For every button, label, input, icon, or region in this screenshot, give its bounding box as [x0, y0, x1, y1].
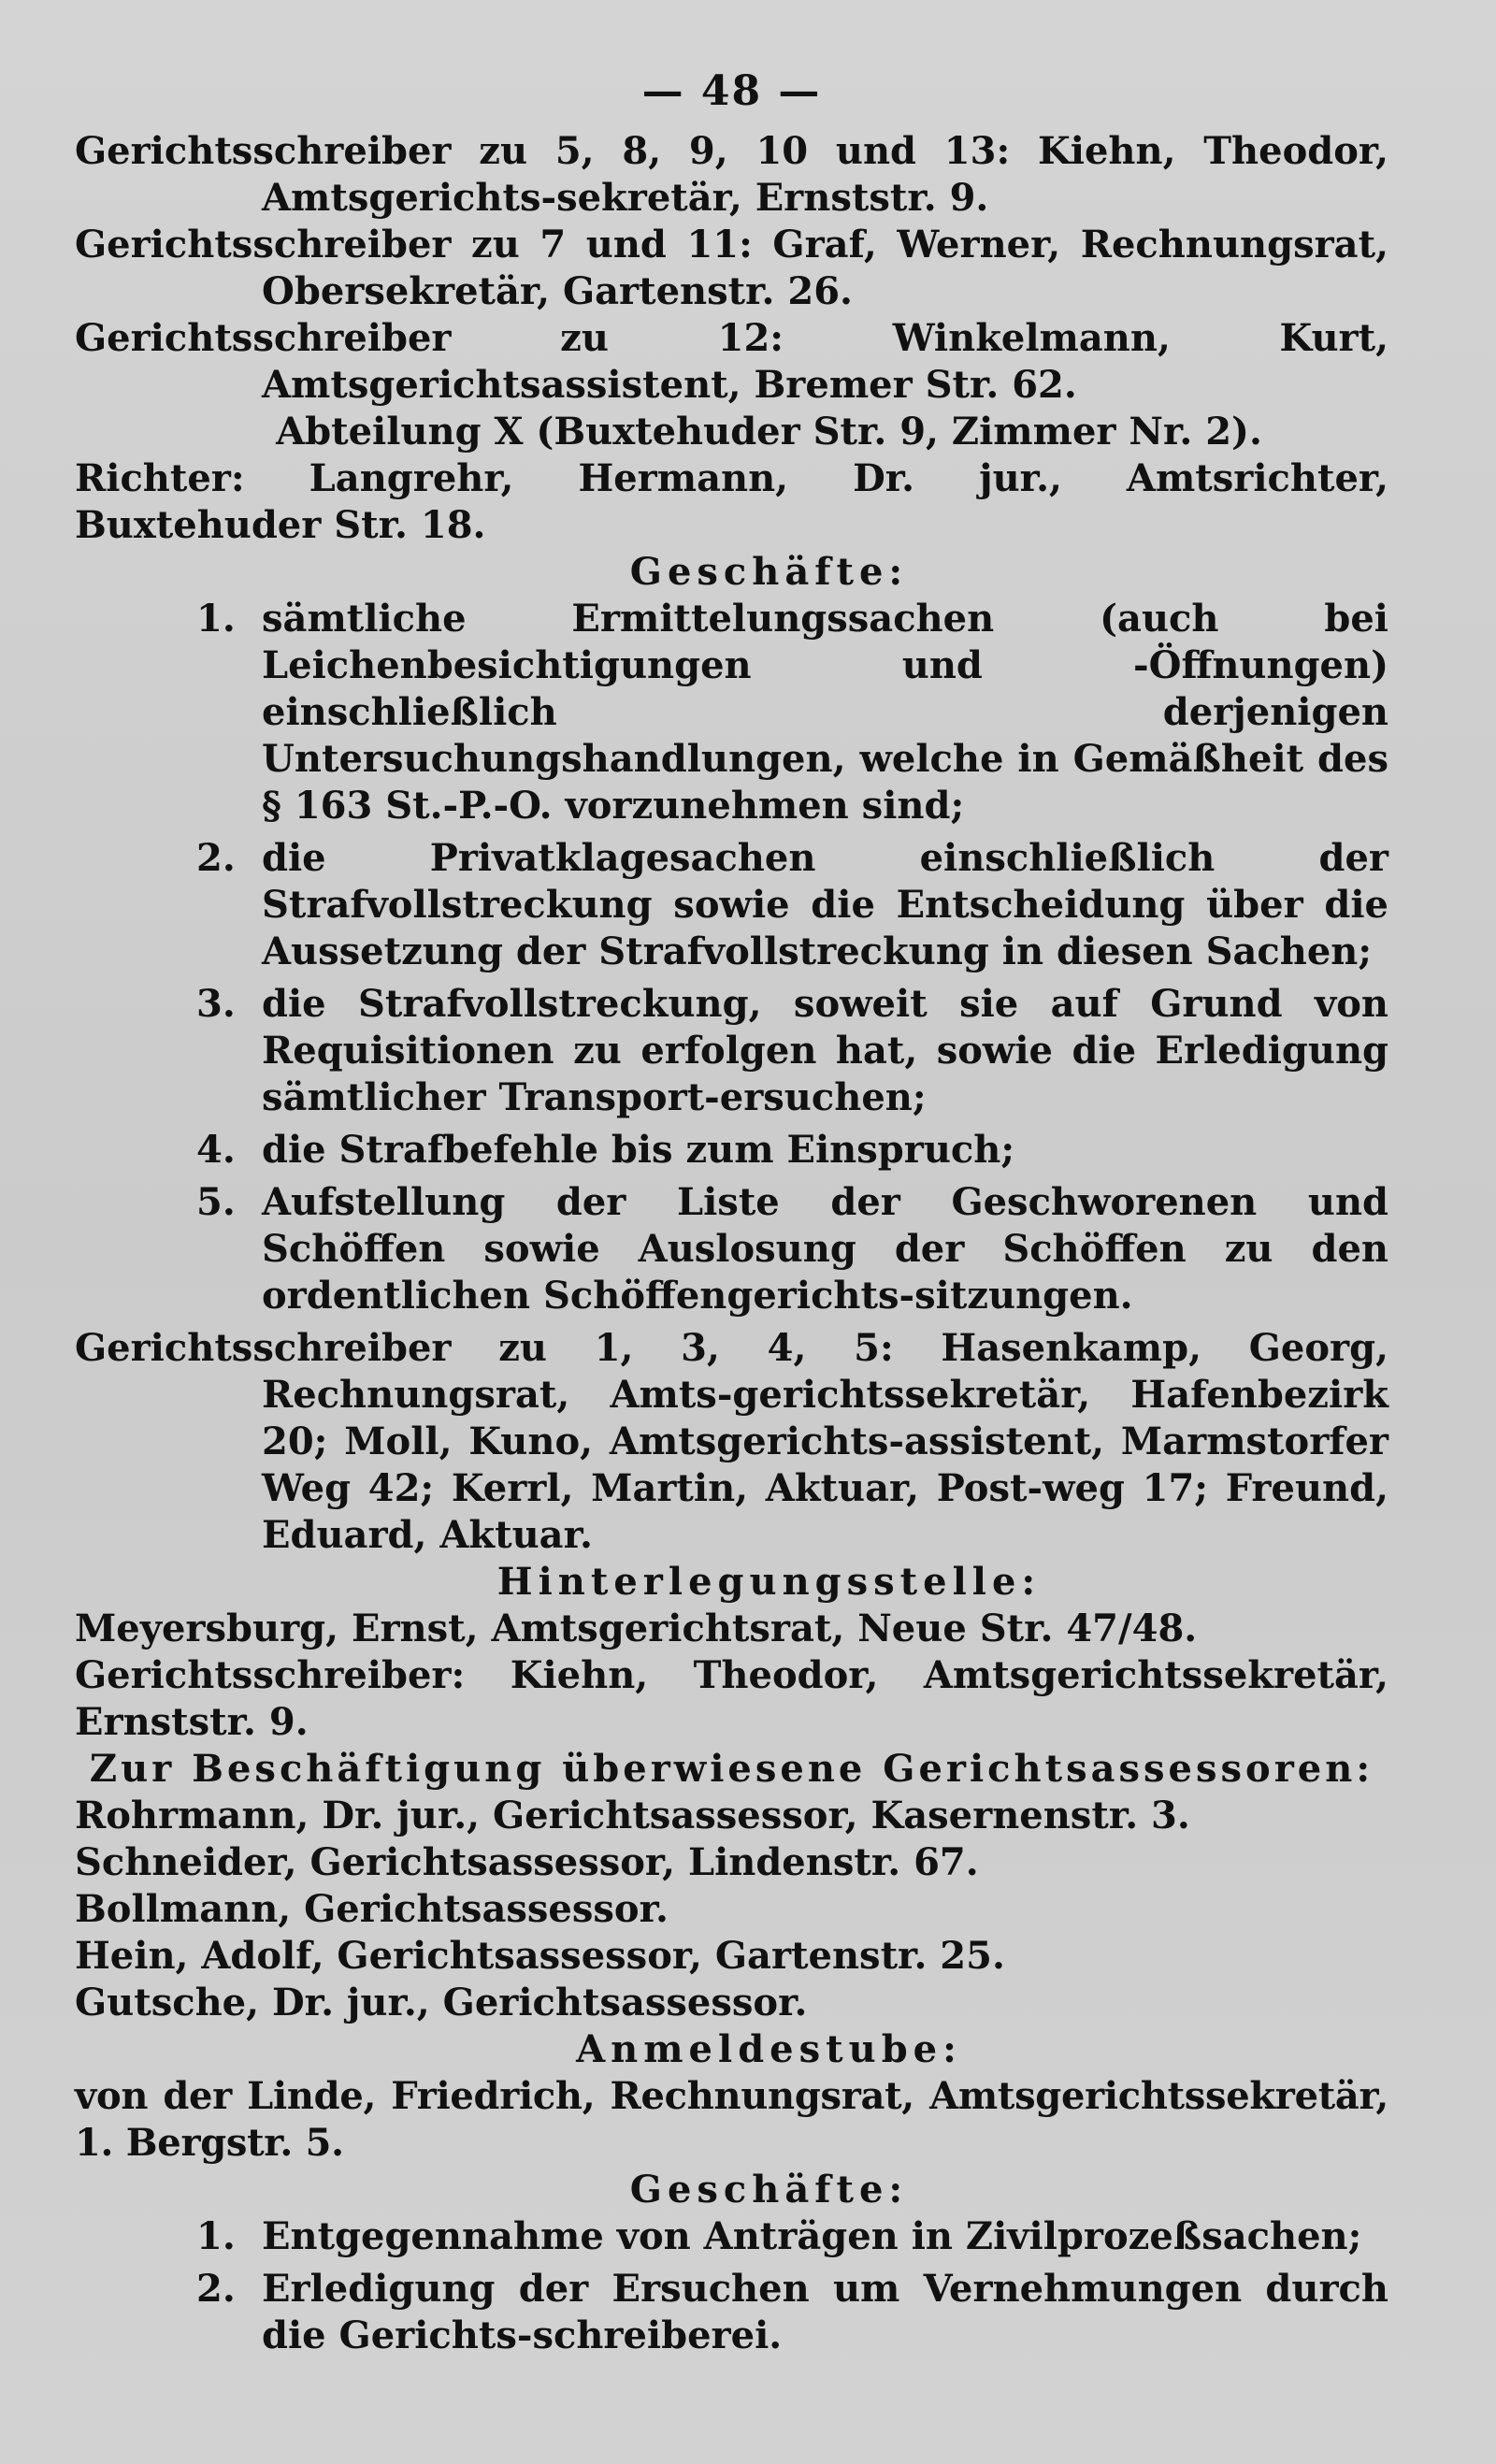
list-item: [75, 835, 1388, 975]
item-text: sämtliche Ermittelungssachen (auch bei Leichenbesichtigungen und -Öffnungen) einschließlich derjenigen Untersuchungshandlungen, welche in Gemäßheit des § 163 St.-P.-O. vorzunehmen sind;: [262, 597, 1388, 828]
item-number: 2.: [196, 836, 236, 880]
anmeldestube-line: von der Linde, Friedrich, Rechnungsrat, Amtsgerichtssekretär, 1. Bergstr. 5.: [75, 2074, 1388, 2165]
assessor-line: Gutsche, Dr. jur., Gerichtsassessor.: [75, 1981, 808, 2025]
list-item: [75, 981, 1388, 1121]
page-number: — 48 —: [641, 67, 822, 115]
geschaefte-heading: Geschäfte:: [629, 550, 909, 594]
assessor-line: Rohrmann, Dr. jur., Gerichtsassessor, Kasernenstr. 3.: [75, 1794, 1190, 1837]
item-number: 1.: [196, 2214, 236, 2258]
assessor-line: Schneider, Gerichtsassessor, Lindenstr. 67.: [75, 1840, 979, 1884]
anmeldestube-heading: Anmeldestube:: [576, 2027, 962, 2071]
item-text: die Privatklagesachen einschließlich der Strafvollstreckung sowie die Entscheidung über die Aussetzung der Strafvollstreckung in diesen Sachen;: [262, 836, 1388, 973]
list-item: [75, 1127, 1388, 1174]
hinterlegung-line: Gerichtsschreiber: Kiehn, Theodor, Amtsgerichtssekretär, Ernststr. 9.: [75, 1653, 1388, 1744]
assessor-line: Hein, Adolf, Gerichtsassessor, Gartenstr. 25.: [75, 1934, 1005, 1978]
entry-gerichtsschreiber-3: Gerichtsschreiber zu 12: Winkelmann, Kurt, Amtsgerichtsassistent, Bremer Str. 62.: [75, 316, 1388, 407]
item-text: die Strafvollstreckung, soweit sie auf Grund von Requisitionen zu erfolgen hat, sowie die Erledigung sämtlicher Transport-ersuchen;: [262, 982, 1388, 1119]
hinterlegung-heading: Hinterlegungsstelle:: [496, 1560, 1042, 1604]
anmeldestube-list: [75, 2213, 1388, 2359]
list-item: [75, 596, 1388, 829]
gerichtsschreiber-abteilung: Gerichtsschreiber zu 1, 3, 4, 5: Hasenkamp, Georg, Rechnungsrat, Amts-gerichtssekretär, Hafenbezirk 20; Moll, Kuno, Amtsgerichts-assistent, Marmstorfer Weg 42; Kerrl, Martin, Aktuar, Post-weg 17; Freund, Eduard, Aktuar.: [75, 1326, 1388, 1557]
item-number: 5.: [196, 1180, 236, 1224]
assessor-line: Bollmann, Gerichtsassessor.: [75, 1887, 669, 1931]
list-item: [75, 2266, 1388, 2359]
item-number: 1.: [196, 597, 236, 641]
richter-line: Richter: Langrehr, Hermann, Dr. jur., Amtsrichter, Buxtehuder Str. 18.: [75, 456, 1388, 547]
entry-gerichtsschreiber-2: Gerichtsschreiber zu 7 und 11: Graf, Werner, Rechnungsrat, Obersekretär, Gartenstr. 26.: [75, 223, 1388, 313]
item-text: Erledigung der Ersuchen um Vernehmungen durch die Gerichts-schreiberei.: [262, 2267, 1388, 2357]
anmeldestube-geschaefte-heading: Geschäfte:: [629, 2168, 909, 2212]
entry-gerichtsschreiber-1: Gerichtsschreiber zu 5, 8, 9, 10 und 13: Kiehn, Theodor, Amtsgerichts-sekretär, Ernststr. 9.: [75, 129, 1388, 220]
hinterlegung-line: Meyersburg, Ernst, Amtsgerichtsrat, Neue Str. 47/48.: [75, 1607, 1198, 1650]
item-number: 2.: [196, 2267, 236, 2311]
list-item: [75, 1179, 1388, 1319]
geschaefte-list: [75, 596, 1388, 1319]
abteilung-heading: Abteilung X (Buxtehuder Str. 9, Zimmer Nr. 2).: [276, 410, 1262, 454]
item-text: Aufstellung der Liste der Geschworenen und Schöffen sowie Auslosung der Schöffen zu den ordentlichen Schöffengerichts-sitzungen.: [262, 1180, 1388, 1318]
item-text: die Strafbefehle bis zum Einspruch;: [262, 1128, 1015, 1172]
assessoren-heading: Zur Beschäftigung überwiesene Gerichtsassessoren:: [89, 1747, 1374, 1791]
item-text: Entgegennahme von Anträgen in Zivilprozeßsachen;: [262, 2214, 1362, 2258]
list-item: [75, 2213, 1388, 2260]
item-number: 3.: [196, 982, 236, 1026]
item-number: 4.: [196, 1128, 236, 1172]
